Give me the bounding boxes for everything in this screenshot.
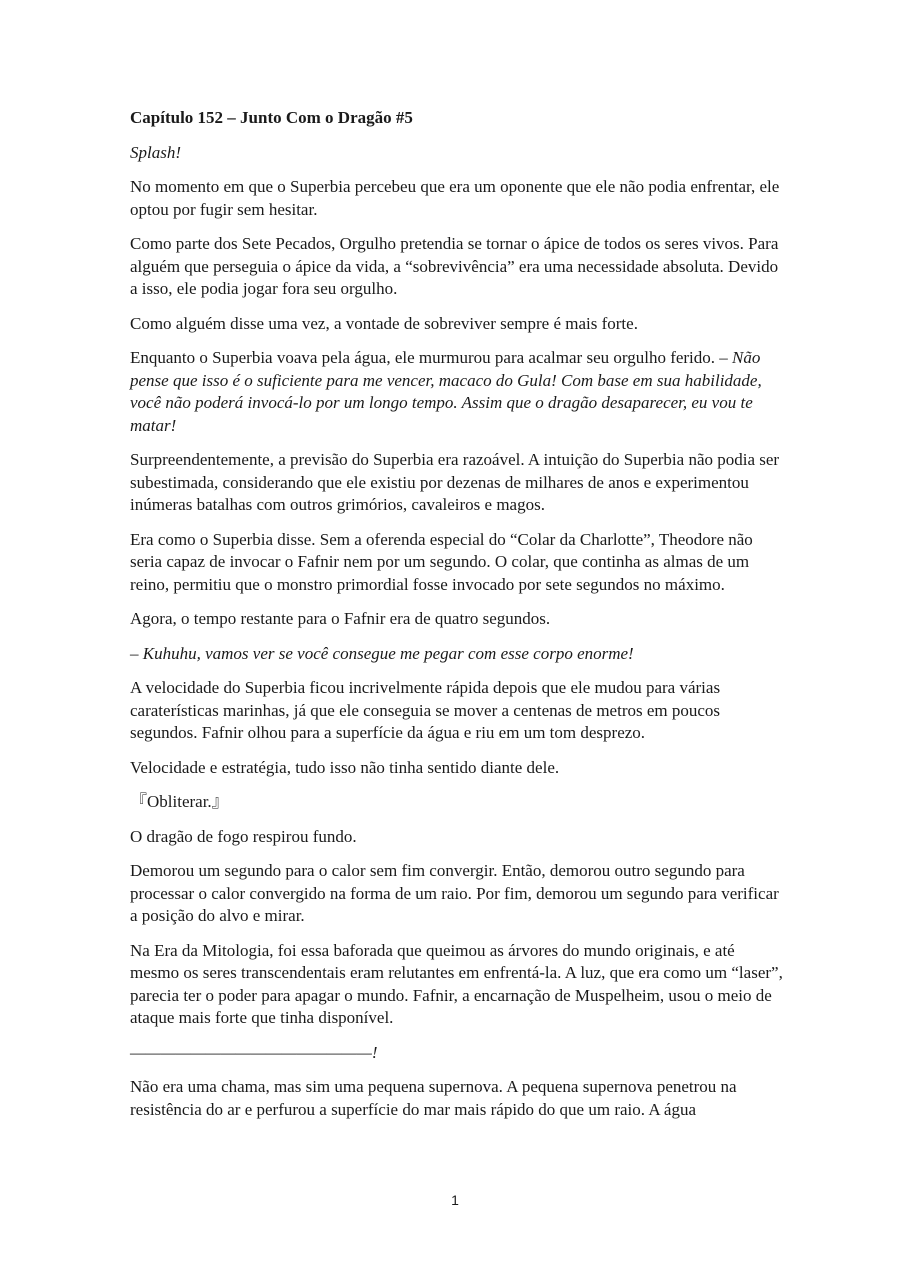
paragraph: Como alguém disse uma vez, a vontade de sobreviver sempre é mais forte. — [130, 313, 638, 333]
paragraph: Não era uma chama, mas sim uma pequena supernova. A pequena supernova penetrou na resistência do ar e perfurou a superfície do mar mais rápido do que um raio. A água — [130, 1077, 737, 1119]
paragraph-obliterate: 『Obliterar.』 — [130, 792, 229, 811]
chapter-title: Capítulo 152 – Junto Com o Dragão #5 — [130, 108, 413, 127]
paragraph-speech: Não pense que isso é o suficiente para me vencer, macaco do Gula! Com base em sua habilidade, você não poderá invocá-lo por um longo tempo. Assim que o dragão desaparecer, eu vou te matar! — [130, 348, 762, 435]
paragraph: Agora, o tempo restante para o Fafnir era de quatro segundos. — [130, 609, 551, 628]
paragraph: Velocidade e estratégia, tudo isso não tinha sentido diante dele. — [130, 757, 560, 777]
document-body — [130, 107, 785, 1133]
paragraph: A velocidade do Superbia ficou incrivelmente rápida depois que ele mudou para várias caraterísticas marinhas, já que ele conseguia se mover a centenas de metros em poucos segundos. Fafnir olhou para a superfície da água e riu em um tom desprezo. — [130, 678, 721, 742]
paragraph-speech: – Kuhuhu, vamos ver se você consegue me pegar com esse corpo enorme! — [130, 643, 634, 663]
paragraph-mixed — [130, 347, 785, 437]
paragraph: Era como o Superbia disse. Sem a oferenda especial do “Colar da Charlotte”, Theodore não seria capaz de invocar o Fafnir nem por um segundo. O colar, que continha as almas de um reino, permitiu que o monstro primordial fosse invocado por sete segundos no máximo. — [130, 529, 753, 594]
paragraph-dash-line: ————————————————! — [130, 1042, 378, 1062]
paragraph: No momento em que o Superbia percebeu que era um oponente que ele não podia enfrentar, ele optou por fugir sem hesitar. — [130, 177, 780, 219]
paragraph: Como parte dos Sete Pecados, Orgulho pretendia se tornar o ápice de todos os seres vivos. Para alguém que perseguia o ápice da vida, a “sobrevivência” era uma necessidade absoluta. Devido a isso, ele podia jogar fora seu orgulho. — [130, 234, 779, 298]
page-number: 1 — [451, 1192, 459, 1208]
paragraph: O dragão de fogo respirou fundo. — [130, 826, 357, 846]
paragraph: Demorou um segundo para o calor sem fim convergir. Então, demorou outro segundo para processar o calor convergido na forma de um raio. Por fim, demorou um segundo para verificar a posição do alvo e mirar. — [130, 861, 779, 925]
paragraph-splash: Splash! — [130, 142, 181, 162]
paragraph-narration: Enquanto o Superbia voava pela água, ele murmurou para acalmar seu orgulho ferido. – — [130, 348, 733, 367]
paragraph: Surpreendentemente, a previsão do Superbia era razoável. A intuição do Superbia não podia ser subestimada, considerando que ele existiu por dezenas de milhares de anos e experimentou inúmeras batalhas com outros grimórios, cavaleiros e magos. — [130, 450, 780, 514]
paragraph: Na Era da Mitologia, foi essa baforada que queimou as árvores do mundo originais, e até mesmo os seres transcendentais eram relutantes em enfrentá-la. A luz, que era como um “laser”, parecia ter o poder para apagar o mundo. Fafnir, a encarnação de Muspelheim, usou o meio de ataque mais forte que tinha disponível. — [130, 940, 783, 1027]
